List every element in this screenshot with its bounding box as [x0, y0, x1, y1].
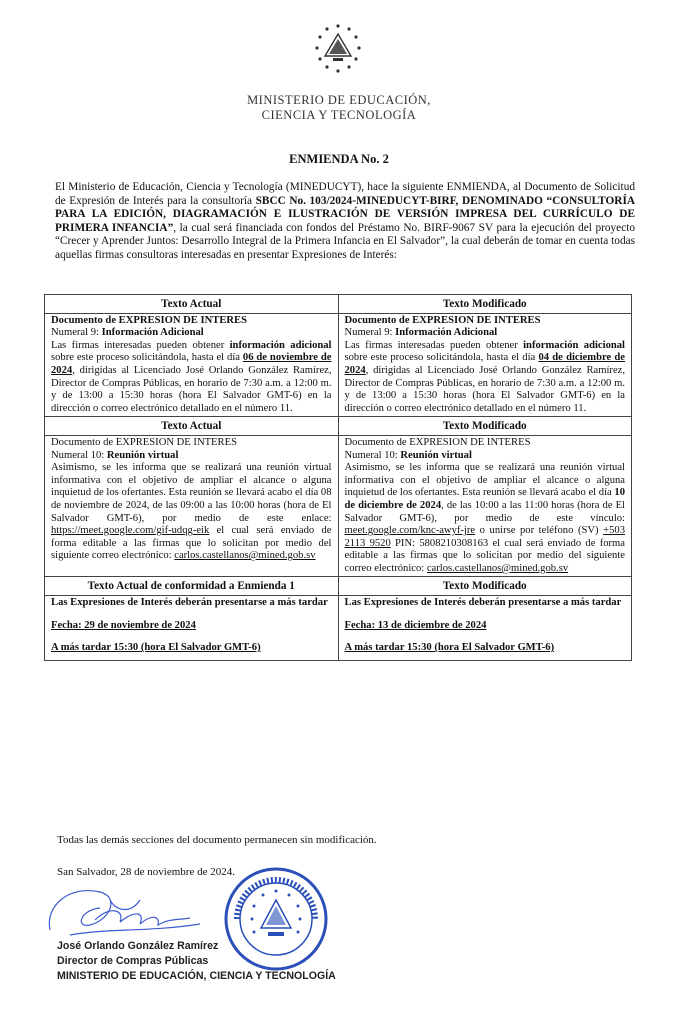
table-header-row — [45, 295, 632, 314]
official-seal-icon — [223, 866, 329, 972]
numeral-title: Información Adicional — [395, 327, 498, 339]
body-text: el cual será enviado de forma editable a las firmas que lo solicitan por medio del siguiente correo electrónico: — [51, 525, 332, 562]
table-row — [45, 313, 632, 417]
ministry-name-line1: MINISTERIO DE EDUCACIÓN, — [247, 93, 431, 107]
cell-doc-label: Documento de EXPRESION DE INTERES — [51, 436, 237, 448]
deadline-hora: A más tardar 15:30 (hora El Salvador GMT-6) — [51, 642, 261, 654]
cell-numeral — [51, 450, 332, 463]
amendment-table — [44, 294, 632, 661]
deadline-fecha: Fecha: 13 de diciembre de 2024 — [344, 619, 487, 631]
cell-body — [51, 340, 332, 416]
numeral-prefix: Numeral 9: — [51, 327, 102, 339]
body-text: Asimismo, se les informa que se realizará una reunión virtual informativa con el objetivo de ampliar el alcance o alguna inquietud de los ofertantes. Esta reunión se llevará acabo el día 08 de noviembre de 2024, de las 09:00 a las 10:00 horas (hora de El Salvador GMT-6), por medio de este enlace: — [51, 462, 332, 524]
intro-paragraph — [55, 181, 635, 262]
cell-modified-info-adicional — [338, 313, 632, 417]
body-text: , de las 10:00 a las 11:00 horas (hora de El Salvador GMT-6), por medio de este vínculo: — [344, 499, 626, 524]
cell-current-deadline — [45, 596, 339, 661]
intro-text-2: , la cual será financiada con fondos del Préstamo No. BIRF-9067 SV para la ejecución del proyecto “Crecer y Aprender Juntos: Desarrollo Integral de la Primera Infancia en El Salvador”, la cual deberán de tomar en cuenta todas aquellas firmas consultoras interesadas en presentar Expresiones de Interés: — [55, 221, 635, 261]
table-header-row — [45, 577, 632, 596]
cell-doc-label: Documento de EXPRESION DE INTERES — [51, 314, 248, 326]
meeting-link[interactable]: meet.google.com/knc-awyf-jre — [344, 525, 476, 537]
signer-organization: MINISTERIO DE EDUCACIÓN, CIENCIA Y TECNOLOGÍA — [57, 970, 336, 982]
cell-modified-deadline — [338, 596, 632, 661]
email-link[interactable]: carlos.castellanos@mined.gob.sv — [174, 550, 316, 562]
cell-body — [51, 462, 332, 563]
cell-current-reunion-virtual — [45, 435, 339, 577]
deadline-fecha: Fecha: 29 de noviembre de 2024 — [51, 619, 196, 631]
intro-text-1: El Ministerio de Educación, Ciencia y Tecnología (MINEDUCYT), hace la siguiente ENMIENDA, al Documento de Solicitud de Expresión de Interés para la consultoría — [55, 181, 635, 207]
numeral-prefix: Numeral 10: — [51, 449, 107, 461]
body-text: o unirse por teléfono (SV) — [475, 525, 604, 537]
closing-statement: Todas las demás secciones del documento permanecen sin modificación. — [57, 834, 377, 846]
numeral-prefix: Numeral 10: — [344, 449, 401, 461]
body-bold: información adicional — [229, 339, 332, 351]
deadline-text: Las Expresiones de Interés deberán presentarse a más tardar — [51, 597, 328, 609]
cell-modified-reunion-virtual — [338, 435, 632, 577]
cell-doc-label: Documento de EXPRESION DE INTERES — [344, 436, 531, 448]
deadline-hora: A más tardar 15:30 (hora El Salvador GMT-6) — [344, 642, 555, 654]
meeting-date: 10 de diciembre de 2024 — [344, 487, 625, 511]
body-text: , dirigidas al Licenciado José Orlando González Ramírez, Director de Compras Públicas, en horario de 7:30 a.m. a 12:00 m. y de 13:00 a 15:30 horas (hora El Salvador GMT-6) en la dirección o correo electrónico detallado en el número 11. — [51, 364, 332, 414]
header-texto-modificado: Texto Modificado — [338, 417, 632, 436]
cell-numeral — [51, 327, 332, 340]
cell-numeral — [345, 450, 626, 463]
phone-link[interactable]: +503 2113 9520 — [344, 525, 625, 549]
body-text: Las firmas interesadas pueden obtener — [51, 339, 230, 351]
body-text: , dirigidas al Licenciado José Orlando González Ramírez, Director de Compras Públicas, en horario de 7:30 a.m. a 12:00 m. y de 13:00 a 15:30 horas (hora El Salvador GMT-6) en la dirección o correo electrónico detallado en el número 11. — [344, 364, 625, 414]
body-text: sobre este proceso solicitándola, hasta el día — [344, 352, 539, 364]
table-header-row — [45, 417, 632, 436]
deadline-date: 04 de diciembre de 2024 — [344, 352, 625, 376]
body-bold: información adicional — [523, 339, 625, 351]
body-text: Asimismo, se les informa que se realizará una reunión virtual informativa con el objetivo de ampliar el alcance o alguna inquietud de los ofertantes. Esta reunión se llevará acabo el día — [344, 462, 625, 499]
cell-doc-label: Documento de EXPRESION DE INTERES — [344, 314, 541, 326]
el-salvador-coat-of-arms-icon — [311, 20, 365, 80]
deadline-date: 06 de noviembre de 2024 — [51, 352, 332, 376]
place-and-date: San Salvador, 28 de noviembre de 2024. — [57, 866, 235, 878]
body-text: Las firmas interesadas pueden obtener — [344, 339, 524, 351]
body-text: sobre este proceso solicitándola, hasta el día — [51, 352, 243, 364]
document-title: ENMIENDA No. 2 — [289, 152, 389, 166]
numeral-prefix: Numeral 9: — [344, 327, 396, 339]
cell-body — [345, 340, 626, 416]
header-texto-modificado: Texto Modificado — [338, 577, 632, 596]
signer-name: José Orlando González Ramírez — [57, 940, 219, 952]
ministry-name-line2: CIENCIA Y TECNOLOGÍA — [261, 108, 417, 122]
cell-current-info-adicional — [45, 313, 339, 417]
meeting-link[interactable]: https://meet.google.com/gif-udqg-eik — [51, 525, 210, 537]
header-texto-modificado: Texto Modificado — [338, 295, 632, 314]
header-texto-actual: Texto Actual — [45, 417, 339, 436]
header-texto-actual-enmienda1: Texto Actual de conformidad a Enmienda 1 — [45, 577, 339, 596]
email-link[interactable]: carlos.castellanos@mined.gob.sv — [426, 562, 569, 574]
numeral-title: Reunión virtual — [106, 449, 179, 461]
intro-consultancy-name: SBCC No. 103/2024-MINEDUCYT-BIRF, DENOMINADO “CONSULTORÍA PARA LA EDICIÓN, DIAGRAMACIÓN E ILUSTRACIÓN DE VERSIÓN IMPRESA DEL CURRÍCULO DE PRIMERA INFANCIA” — [55, 194, 635, 234]
numeral-title: Información Adicional — [101, 327, 204, 339]
cell-numeral — [345, 327, 626, 340]
numeral-title: Reunión virtual — [400, 449, 472, 461]
cell-body — [345, 462, 626, 575]
table-row — [45, 596, 632, 661]
header-texto-actual: Texto Actual — [45, 295, 339, 314]
body-text: PIN: 5808210308163 el cual será enviado de forma editable a las firmas que lo solicitan por medio del siguiente correo electrónico: — [344, 537, 625, 574]
table-row — [45, 435, 632, 577]
signer-title: Director de Compras Públicas — [57, 955, 209, 967]
deadline-text: Las Expresiones de Interés deberán presentarse a más tardar — [344, 597, 622, 609]
